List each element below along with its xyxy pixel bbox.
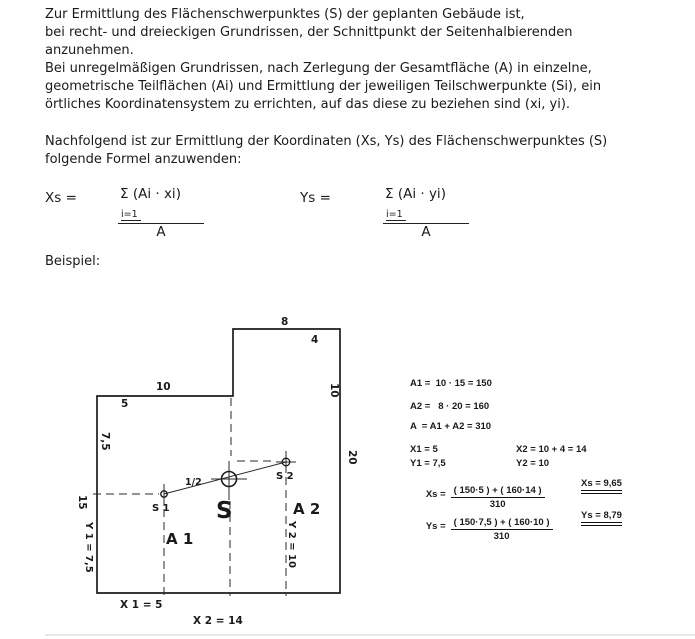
- building-outline: [97, 329, 340, 593]
- calculation-panel: [408, 376, 695, 556]
- ys-calc-denominator: 310: [493, 531, 510, 542]
- scan-artifact-line: [45, 634, 695, 636]
- xs-formula-label: Xs =: [45, 190, 77, 206]
- calc-row-ys: [410, 506, 553, 553]
- calc-row-y1: Y1 = 7,5: [410, 458, 446, 469]
- dim-label-left-height: 15: [76, 495, 88, 510]
- ys-result: Ys = 8,79: [581, 510, 622, 526]
- ys-calc-fraction: [451, 517, 553, 542]
- xs-sigma-expression: Σ (Ai · xi): [120, 186, 181, 202]
- xs-calc-denominator: 310: [489, 499, 506, 510]
- coord-label-y1: Y 1 = 7,5: [83, 522, 94, 573]
- dim-label-top-half: 4: [311, 334, 319, 346]
- area-label-a2: A 2: [293, 500, 321, 518]
- ys-sigma-expression: Σ (Ai · yi): [385, 186, 446, 202]
- point-label-s1: S 1: [152, 503, 170, 514]
- intro-line: geometrische Teilflächen (Ai) und Ermittlung der jeweiligen Teilschwerpunkte (Si), ein: [45, 79, 602, 94]
- fraction-denominator: A: [118, 223, 204, 240]
- intro-line: anzunehmen.: [45, 43, 134, 58]
- ys-calc-numerator: ( 150·7,5 ) + ( 160·10 ): [451, 517, 553, 530]
- ys-formula-label: Ys =: [300, 190, 331, 206]
- xs-calc-numerator: ( 150·5 ) + ( 160·14 ): [451, 485, 545, 498]
- coord-label-y2: Y 2 = 10: [286, 521, 297, 568]
- calc-row-a1: A1 = 10 · 15 = 150: [410, 378, 492, 389]
- calc-row-x2: X2 = 10 + 4 = 14: [516, 444, 587, 455]
- sum-index: i=1: [121, 209, 141, 221]
- calc-row-a-sum: A = A1 + A2 = 310: [410, 421, 492, 432]
- example-heading: Beispiel:: [45, 254, 101, 269]
- intro-line: Nachfolgend ist zur Ermittlung der Koordinaten (Xs, Ys) des Flächenschwerpunktes (S): [45, 134, 608, 149]
- fraction-denominator: A: [383, 223, 469, 240]
- dim-label-right-height: 20: [346, 450, 358, 465]
- centroid-connection-line: [164, 462, 286, 494]
- dim-label-right-half-height: 10: [328, 383, 340, 398]
- coord-label-x1: X 1 = 5: [120, 599, 163, 611]
- dim-label-left-width: 10: [156, 381, 171, 393]
- point-label-s: S: [216, 498, 233, 524]
- xs-calc-label: Xs =: [425, 489, 446, 500]
- ys-calc-label: Ys =: [425, 521, 446, 532]
- ratio-label: 1/2: [185, 477, 202, 488]
- calc-row-y2: Y2 = 10: [516, 458, 550, 469]
- intro-line: folgende Formel anzuwenden:: [45, 152, 242, 167]
- s2-crosshair: [276, 451, 296, 473]
- point-label-s2: S 2: [276, 471, 294, 482]
- area-label-a1: A 1: [166, 530, 194, 548]
- xs-result: Xs = 9,65: [581, 478, 622, 494]
- sum-index: i=1: [386, 209, 406, 221]
- dim-label-left-half: 5: [121, 398, 129, 410]
- intro-line: bei recht- und dreieckigen Grundrissen, der Schnittpunkt der Seitenhalbierenden: [45, 25, 573, 40]
- intro-line: Zur Ermittlung des Flächenschwerpunktes (S) der geplanten Gebäude ist,: [45, 7, 525, 22]
- intro-line: örtliches Koordinatensystem zu errichten, auf das diese zu beziehen sind (xi, yi).: [45, 97, 571, 112]
- calc-row-x1: X1 = 5: [410, 444, 438, 455]
- calc-row-a2: A2 = 8 · 20 = 160: [410, 401, 490, 412]
- coord-label-x2: X 2 = 14: [193, 615, 243, 627]
- dim-label-left-half-height: 7,5: [99, 432, 111, 451]
- dim-label-top-width: 8: [281, 316, 289, 328]
- intro-line: Bei unregelmäßigen Grundrissen, nach Zerlegung der Gesamtfläche (A) in einzelne,: [45, 61, 592, 76]
